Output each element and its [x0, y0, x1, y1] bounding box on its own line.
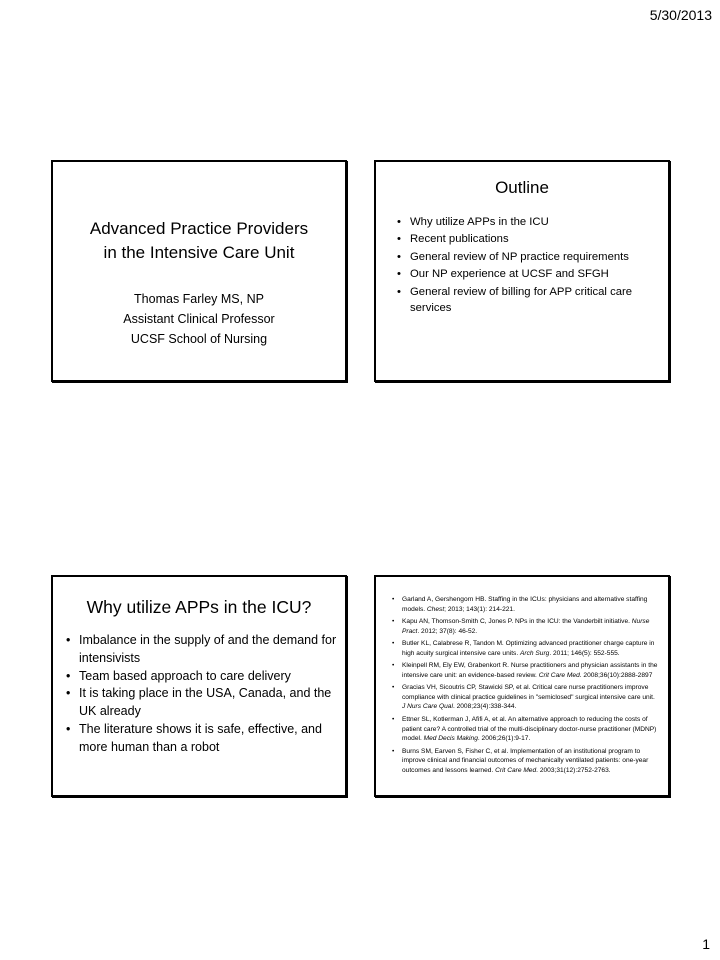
presenter-info [53, 289, 345, 349]
reference-text: Kapu AN, Thomson-Smith C, Jones P. NPs in the ICU: the Vanderbilt initiative. [402, 618, 632, 626]
reference-citation: . 2012; 37(8): 46-52. [417, 627, 478, 635]
reference-item [390, 683, 658, 712]
reference-item [390, 715, 658, 744]
handout-date: 5/30/2013 [649, 7, 712, 23]
reference-citation: . 2003;31(12):2752-2763. [536, 766, 611, 774]
reference-item [390, 595, 658, 614]
journal-name: Nurse Pract [402, 618, 650, 635]
slide-title [51, 160, 347, 382]
slide-outline [374, 160, 670, 382]
list-item: • General review of NP practice requirements [394, 249, 654, 265]
reference-citation: ; 2013; 143(1): 214-221. [444, 605, 515, 613]
page-number: 1 [702, 936, 710, 952]
slide-heading: Why utilize APPs in the ICU? [86, 597, 312, 617]
list-item: • It is taking place in the USA, Canada, and the UK already [63, 685, 337, 721]
journal-name: J Nurs Care Qual [402, 703, 453, 711]
author-name: Thomas Farley MS, NP [134, 292, 264, 306]
slide-references [374, 575, 670, 797]
list-item: • Recent publications [394, 231, 654, 247]
list-item: • General review of billing for APP critical care services [394, 284, 654, 317]
slide-heading: Outline [495, 178, 549, 197]
slide-why-utilize [51, 575, 347, 797]
title-line-2: in the Intensive Care Unit [103, 242, 295, 262]
author-position: Assistant Clinical Professor [123, 312, 275, 326]
reference-item [390, 661, 658, 680]
reference-item [390, 639, 658, 658]
reference-text: Garland A, Gershengorn HB. Staffing in the ICUs: physicians and alternative staffing models. [402, 596, 648, 613]
journal-name: Chest [426, 605, 445, 613]
reference-citation: . 2008;36(10):2888-2897 [579, 671, 653, 679]
presentation-title [53, 217, 345, 265]
reference-text: Butler KL, Calabrese R, Tandon M. Optimizing advanced practitioner charge capture in high acuity surgical intensive care units. [402, 640, 655, 657]
journal-name: Med Decis Making [423, 735, 478, 743]
reference-item [390, 747, 658, 776]
list-item: • Team based approach to care delivery [63, 668, 337, 686]
reference-text: Ettner SL, Kotlerman J, Afifi A, et al. An alternative approach to reducing the costs of patient care? A controlled trial of the multi-disciplinary doctor-nurse practitioner (MDNP) model. [402, 716, 657, 743]
title-line-1: Advanced Practice Providers [89, 219, 309, 238]
list-item: • Imbalance in the supply of and the demand for intensivists [63, 632, 337, 668]
reference-item [390, 617, 658, 636]
list-item: • Our NP experience at UCSF and SFGH [394, 266, 654, 282]
journal-name: Crit Care Med [538, 671, 580, 679]
reference-text: Burns SM, Earven S, Fisher C, et al. Implementation of an institutional program to improve clinical and financial outcomes of mechanically ventilated patients: one-year outcomes and lessons learned. [402, 747, 649, 774]
reference-citation: . 2011; 146(5): 552-555. [549, 649, 620, 657]
reference-list [390, 595, 658, 778]
reference-citation: . 2006;26(1):9-17. [477, 735, 531, 743]
reference-citation: . 2008;23(4):338-344. [452, 703, 517, 711]
reference-text: Gracias VH, Sicoutris CP, Stawicki SP, et al. Critical care nurse practitioners improve compliance with clinical practice guidelines in "semiclosed" surgical intensive care unit. [402, 684, 655, 701]
author-institution: UCSF School of Nursing [130, 332, 268, 346]
list-item: • Why utilize APPs in the ICU [394, 214, 654, 230]
reference-text: Kleinpell RM, Ely EW, Grabenkort R. Nurse practitioners and physician assistants in the intensive care unit: an evidence-based review. [402, 662, 658, 679]
reasons-list [63, 632, 337, 756]
outline-list [394, 214, 654, 317]
journal-name: Crit Care Med [495, 766, 537, 774]
journal-name: Arch Surg [520, 649, 550, 657]
list-item: • The literature shows it is safe, effective, and more human than a robot [63, 721, 337, 757]
